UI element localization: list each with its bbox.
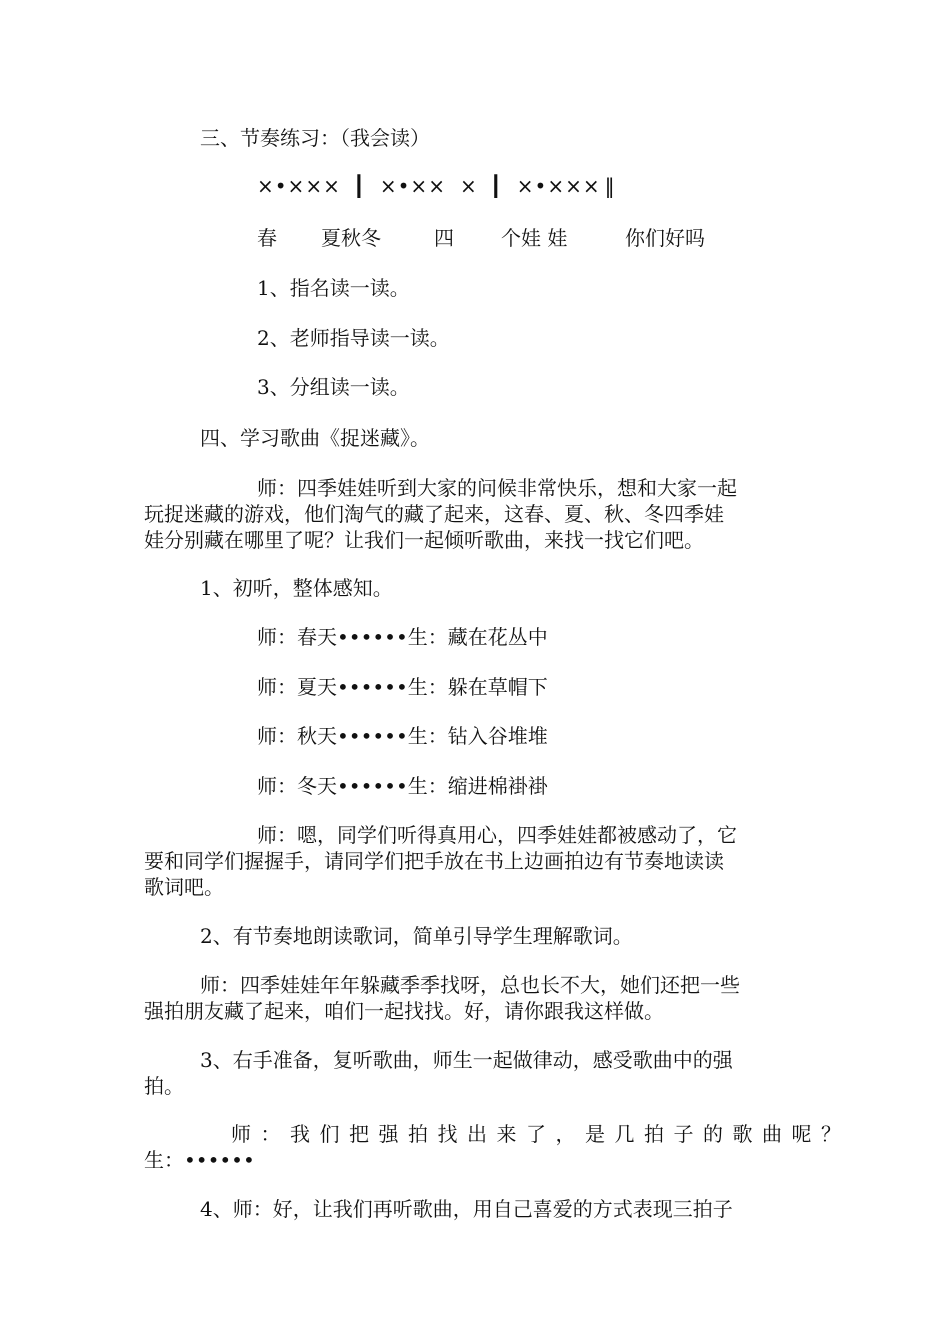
dialogue-line: 师：冬天••••••生：缩进棉褂褂	[257, 774, 548, 798]
rhythm-word: 四	[434, 226, 454, 250]
paragraph-line: 生：••••••	[144, 1148, 255, 1172]
section-heading-rhythm-practice: 三、节奏练习：（我会读）	[200, 126, 430, 150]
paragraph-line: 娃分别藏在哪里了呢？让我们一起倾听歌曲，来找一找它们吧。	[144, 528, 704, 552]
step-heading: 2、有节奏地朗读歌词，简单引导学生理解歌词。	[200, 924, 633, 948]
rhythm-measure-3: ×•×××	[516, 174, 601, 198]
paragraph-line: 要和同学们握握手，请同学们把手放在书上边画拍边有节奏地读读	[144, 849, 724, 873]
paragraph-line: 强拍朋友藏了起来，咱们一起找找。好，请你跟我这样做。	[144, 999, 664, 1023]
paragraph-line: 歌词吧。	[144, 875, 224, 899]
paragraph-line: 师：嗯，同学们听得真用心，四季娃娃都被感动了，它	[257, 823, 737, 847]
paragraph-line: 拍。	[144, 1074, 184, 1098]
rhythm-measure-1: ×•×××	[257, 174, 341, 198]
bar-line: ┃	[352, 174, 366, 198]
rhythm-word: 个娃 娃	[501, 226, 568, 250]
dialogue-line: 师：秋天••••••生：钻入谷堆堆	[257, 724, 548, 748]
list-item: 2、老师指导读一读。	[257, 326, 450, 350]
rhythm-measure-2b: ×	[459, 174, 478, 198]
paragraph-line: 师：四季娃娃听到大家的问候非常快乐，想和大家一起	[257, 476, 737, 500]
paragraph-line: 玩捉迷藏的游戏，他们淘气的藏了起来，这春、夏、秋、冬四季娃	[144, 502, 724, 526]
rhythm-word: 你们好吗	[625, 226, 705, 250]
dialogue-line: 师：夏天••••••生：躲在草帽下	[257, 675, 548, 699]
rhythm-word: 夏秋冬	[321, 226, 381, 250]
list-item: 1、指名读一读。	[257, 276, 410, 300]
bar-line: ┃	[489, 174, 503, 198]
rhythm-measure-2a: ×•××	[379, 174, 446, 198]
paragraph-line: 师：我们把强拍找出来了，是几拍子的歌曲呢？	[231, 1122, 851, 1146]
end-bar-line: ‖	[604, 174, 616, 198]
rhythm-notation	[257, 173, 616, 199]
list-item: 3、分组读一读。	[257, 375, 410, 399]
rhythm-word: 春	[257, 226, 277, 250]
step-heading: 1、初听，整体感知。	[200, 576, 393, 600]
dialogue-line: 师：春天••••••生：藏在花丛中	[257, 625, 548, 649]
section-heading-learn-song: 四、学习歌曲《捉迷藏》。	[200, 426, 430, 450]
paragraph-line: 师：四季娃娃年年躲藏季季找呀，总也长不大，她们还把一些	[200, 973, 740, 997]
step-heading: 4、师：好，让我们再听歌曲，用自己喜爱的方式表现三拍子	[200, 1197, 733, 1221]
step-heading: 3、右手准备，复听歌曲，师生一起做律动，感受歌曲中的强	[200, 1048, 733, 1072]
